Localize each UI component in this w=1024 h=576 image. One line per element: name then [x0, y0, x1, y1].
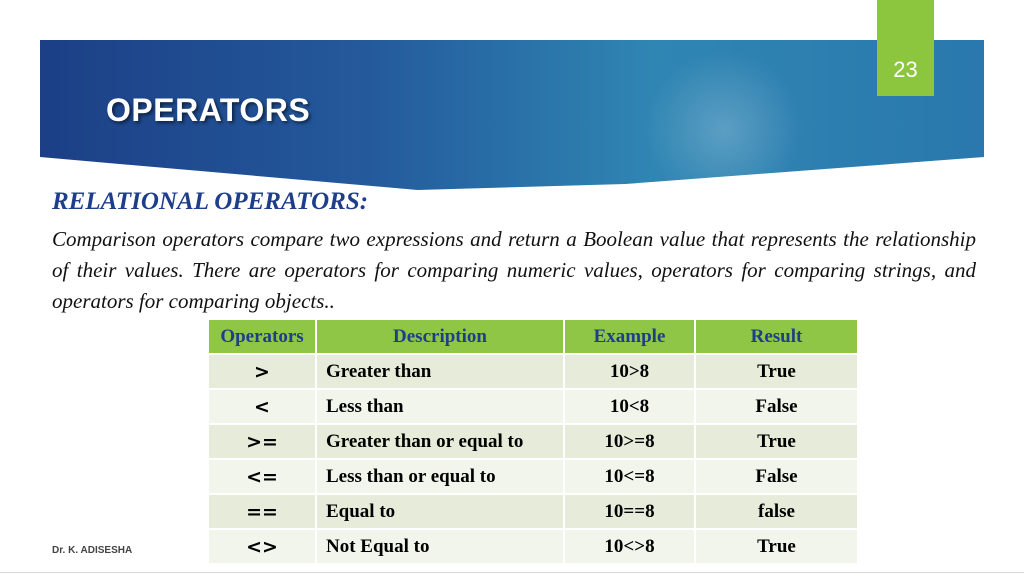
- result-cell: false: [695, 494, 858, 529]
- operator-cell: >=: [208, 424, 316, 459]
- result-cell: False: [695, 389, 858, 424]
- section-subheading: RELATIONAL OPERATORS:: [52, 188, 369, 215]
- operators-table: [207, 318, 859, 565]
- example-cell: 10>=8: [564, 424, 695, 459]
- example-cell: 10==8: [564, 494, 695, 529]
- example-cell: 10>8: [564, 354, 695, 389]
- result-cell: True: [695, 529, 858, 564]
- body-paragraph: Comparison operators compare two expressions and return a Boolean value that represents the relationship of their values. There are operators for comparing numeric values, operators for comparing strings, and operators for comparing objects..: [52, 227, 976, 313]
- operator-cell: <=: [208, 459, 316, 494]
- table-row: [208, 494, 858, 529]
- table-row: [208, 389, 858, 424]
- result-cell: False: [695, 459, 858, 494]
- table-row: [208, 354, 858, 389]
- header-operators: Operators: [208, 319, 316, 354]
- example-cell: 10<>8: [564, 529, 695, 564]
- description-cell: Greater than: [316, 354, 564, 389]
- description-cell: Less than or equal to: [316, 459, 564, 494]
- result-cell: True: [695, 424, 858, 459]
- table-row: [208, 529, 858, 564]
- slide-number: 23: [877, 0, 934, 96]
- table-header-row: [208, 319, 858, 354]
- header-example: Example: [564, 319, 695, 354]
- header-result: Result: [695, 319, 858, 354]
- table-row: [208, 459, 858, 494]
- table-row: [208, 424, 858, 459]
- operator-cell: >: [208, 354, 316, 389]
- description-cell: Greater than or equal to: [316, 424, 564, 459]
- header-description: Description: [316, 319, 564, 354]
- result-cell: True: [695, 354, 858, 389]
- description-cell: Not Equal to: [316, 529, 564, 564]
- bottom-divider: [0, 572, 1024, 573]
- example-cell: 10<8: [564, 389, 695, 424]
- author-footer: Dr. K. ADISESHA: [52, 545, 133, 556]
- slide-title: OPERATORS: [106, 92, 311, 128]
- example-cell: 10<=8: [564, 459, 695, 494]
- description-cell: Equal to: [316, 494, 564, 529]
- operator-cell: <: [208, 389, 316, 424]
- operator-cell: ==: [208, 494, 316, 529]
- description-cell: Less than: [316, 389, 564, 424]
- operator-cell: <>: [208, 529, 316, 564]
